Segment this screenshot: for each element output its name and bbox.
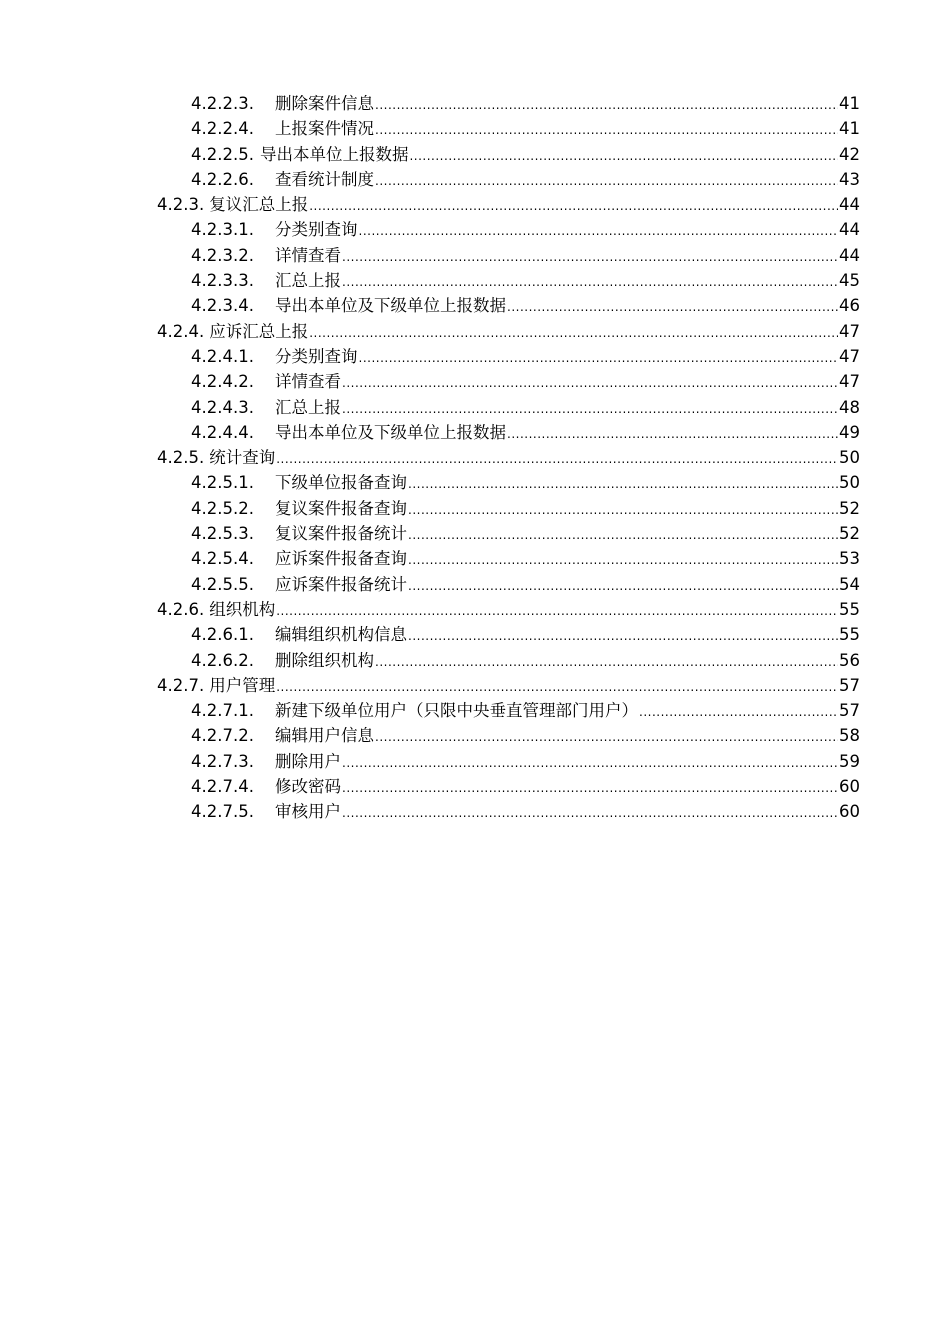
toc-entry-page-number: 49 <box>839 422 860 442</box>
toc-entry[interactable] <box>157 395 860 420</box>
toc-entry[interactable] <box>157 217 860 242</box>
toc-dot-leader <box>342 751 838 776</box>
toc-entry-page-number: 57 <box>839 675 860 695</box>
toc-dot-leader <box>309 194 838 219</box>
toc-entry[interactable] <box>157 470 860 495</box>
toc-entry[interactable] <box>157 572 860 597</box>
toc-dot-leader <box>507 422 838 447</box>
toc-entry-page-number: 56 <box>839 650 860 670</box>
toc-dot-leader <box>342 371 838 396</box>
toc-entry-title: 复议案件报备统计 <box>275 524 407 544</box>
toc-dot-leader <box>375 118 838 143</box>
toc-entry-title: 应诉案件报备查询 <box>275 549 407 569</box>
toc-entry-page-number: 43 <box>839 169 860 189</box>
toc-dot-leader <box>276 599 838 624</box>
toc-dot-leader <box>408 498 838 523</box>
toc-entry-title: 编辑组织机构信息 <box>275 625 407 645</box>
toc-dot-leader <box>276 447 838 472</box>
toc-entry-number: 4.2.2.3. <box>191 94 254 113</box>
toc-entry[interactable] <box>157 546 860 571</box>
toc-entry-title: 查看统计制度 <box>275 169 374 189</box>
toc-entry-title: 导出本单位及下级单位上报数据 <box>275 422 506 442</box>
toc-entry-number: 4.2.3.3. <box>191 271 254 291</box>
toc-entry-number: 4.2.4.2. <box>191 372 254 392</box>
toc-entry-number: 4.2.7. <box>157 675 205 695</box>
toc-entry-title: 用户管理 <box>209 675 276 695</box>
toc-entry[interactable] <box>157 319 860 344</box>
toc-entry[interactable] <box>157 91 860 116</box>
toc-entry-title: 删除案件信息 <box>275 94 374 113</box>
toc-dot-leader <box>408 472 838 497</box>
toc-entry-page-number: 47 <box>839 346 860 366</box>
toc-entry-page-number: 54 <box>839 574 860 594</box>
toc-entry-number: 4.2.4.1. <box>191 346 254 366</box>
toc-entry[interactable] <box>157 698 860 723</box>
toc-entry-page-number: 44 <box>839 195 860 215</box>
toc-entry[interactable] <box>157 774 860 799</box>
toc-entry-page-number: 41 <box>839 94 860 113</box>
toc-entry-number: 4.2.5.3. <box>191 524 254 544</box>
toc-entry-number: 4.2.3. <box>157 195 205 215</box>
toc-entry-number: 4.2.5.4. <box>191 549 254 569</box>
toc-entry-number: 4.2.5.5. <box>191 574 254 594</box>
toc-entry-title: 复议案件报备查询 <box>275 498 407 518</box>
toc-dot-leader <box>359 219 839 244</box>
toc-entry-page-number: 55 <box>839 599 860 619</box>
toc-entry-number: 4.2.3.2. <box>191 245 254 265</box>
toc-entry-title: 修改密码 <box>275 777 341 797</box>
toc-entry[interactable] <box>157 597 860 622</box>
toc-entry[interactable] <box>157 268 860 293</box>
toc-entry-number: 4.2.5.1. <box>191 473 254 493</box>
toc-entry-page-number: 48 <box>839 397 860 417</box>
toc-entry[interactable] <box>157 293 860 318</box>
toc-dot-leader <box>359 346 839 371</box>
toc-entry-title: 导出本单位上报数据 <box>259 144 409 164</box>
toc-entry-page-number: 53 <box>839 549 860 569</box>
toc-dot-leader <box>342 245 838 270</box>
toc-dot-leader <box>375 650 838 675</box>
toc-entry[interactable] <box>157 648 860 673</box>
toc-entry-number: 4.2.2.4. <box>191 119 254 139</box>
toc-entry[interactable] <box>157 521 860 546</box>
toc-entry-title: 新建下级单位用户（只限中央垂直管理部门用户） <box>275 701 638 721</box>
toc-entry-title: 复议汇总上报 <box>209 195 309 215</box>
toc-entry-number: 4.2.3.4. <box>191 296 254 316</box>
toc-entry[interactable] <box>157 369 860 394</box>
toc-entry-title: 审核用户 <box>275 802 341 822</box>
toc-entry-number: 4.2.5.2. <box>191 498 254 518</box>
toc-dot-leader <box>342 776 838 801</box>
toc-entry-page-number: 57 <box>839 701 860 721</box>
toc-dot-leader <box>342 801 838 826</box>
toc-entry-title: 统计查询 <box>209 448 276 468</box>
toc-entry-title: 详情查看 <box>275 245 341 265</box>
toc-entry[interactable] <box>157 243 860 268</box>
toc-dot-leader <box>342 397 838 422</box>
toc-entry-page-number: 52 <box>839 524 860 544</box>
toc-dot-leader <box>408 624 838 649</box>
toc-entry-page-number: 50 <box>839 448 860 468</box>
toc-entry-title: 删除用户 <box>275 751 341 771</box>
toc-entry-page-number: 47 <box>839 321 860 341</box>
toc-entry-title: 应诉案件报备统计 <box>275 574 407 594</box>
toc-entry-number: 4.2.4.4. <box>191 422 254 442</box>
toc-entry-title: 汇总上报 <box>275 397 341 417</box>
toc-entry-page-number: 52 <box>839 498 860 518</box>
toc-entry-title: 导出本单位及下级单位上报数据 <box>275 296 506 316</box>
toc-entry-page-number: 58 <box>839 726 860 746</box>
toc-dot-leader <box>507 295 838 320</box>
toc-entry-page-number: 45 <box>839 271 860 291</box>
toc-entry-title: 应诉汇总上报 <box>209 321 309 341</box>
toc-entry-page-number: 44 <box>839 220 860 240</box>
toc-entry-number: 4.2.2.5. <box>191 144 254 164</box>
toc-entry[interactable] <box>157 142 860 167</box>
toc-entry-title: 分类别查询 <box>275 220 358 240</box>
toc-entry[interactable] <box>157 344 860 369</box>
toc-entry-number: 4.2.7.3. <box>191 751 254 771</box>
toc-dot-leader <box>408 548 838 573</box>
toc-entry-title: 分类别查询 <box>275 346 358 366</box>
toc-dot-leader <box>375 725 838 750</box>
toc-dot-leader <box>408 523 838 548</box>
toc-entry[interactable] <box>157 167 860 192</box>
toc-dot-leader <box>375 93 838 118</box>
toc-entry-number: 4.2.6. <box>157 599 205 619</box>
toc-dot-leader <box>342 270 838 295</box>
toc-entry-title: 编辑用户信息 <box>275 726 374 746</box>
toc-entry-page-number: 60 <box>839 777 860 797</box>
toc-entry-page-number: 50 <box>839 473 860 493</box>
toc-entry-title: 下级单位报备查询 <box>275 473 407 493</box>
toc-dot-leader <box>409 144 838 169</box>
table-of-contents <box>157 91 860 825</box>
toc-entry-page-number: 60 <box>839 802 860 822</box>
toc-entry-title: 上报案件情况 <box>275 119 374 139</box>
toc-entry-number: 4.2.4.3. <box>191 397 254 417</box>
toc-entry-title: 详情查看 <box>275 372 341 392</box>
toc-entry-number: 4.2.4. <box>157 321 205 341</box>
toc-entry-number: 4.2.6.2. <box>191 650 254 670</box>
toc-entry-page-number: 46 <box>839 296 860 316</box>
toc-entry[interactable] <box>157 622 860 647</box>
toc-entry[interactable] <box>157 496 860 521</box>
toc-entry-page-number: 55 <box>839 625 860 645</box>
toc-entry-title: 汇总上报 <box>275 271 341 291</box>
toc-entry-page-number: 59 <box>839 751 860 771</box>
toc-entry-page-number: 47 <box>839 372 860 392</box>
toc-entry-page-number: 44 <box>839 245 860 265</box>
toc-entry[interactable] <box>157 749 860 774</box>
toc-entry-number: 4.2.3.1. <box>191 220 254 240</box>
toc-entry-number: 4.2.6.1. <box>191 625 254 645</box>
toc-entry-number: 4.2.7.5. <box>191 802 254 822</box>
toc-dot-leader <box>375 169 838 194</box>
toc-entry-title: 删除组织机构 <box>275 650 374 670</box>
toc-entry-number: 4.2.7.1. <box>191 701 254 721</box>
toc-entry[interactable] <box>157 673 860 698</box>
toc-entry-title: 组织机构 <box>209 599 276 619</box>
toc-entry-number: 4.2.7.2. <box>191 726 254 746</box>
toc-entry-page-number: 42 <box>839 144 860 164</box>
toc-dot-leader <box>639 700 838 725</box>
toc-entry[interactable] <box>157 723 860 748</box>
toc-entry[interactable] <box>157 445 860 470</box>
toc-dot-leader <box>408 574 838 599</box>
toc-entry[interactable] <box>157 192 860 217</box>
toc-entry[interactable] <box>157 799 860 824</box>
toc-entry[interactable] <box>157 420 860 445</box>
toc-entry-number: 4.2.2.6. <box>191 169 254 189</box>
toc-entry[interactable] <box>157 116 860 141</box>
toc-dot-leader <box>276 675 838 700</box>
toc-entry-number: 4.2.5. <box>157 448 205 468</box>
toc-entry-number: 4.2.7.4. <box>191 777 254 797</box>
toc-dot-leader <box>309 321 838 346</box>
toc-entry-page-number: 41 <box>839 119 860 139</box>
